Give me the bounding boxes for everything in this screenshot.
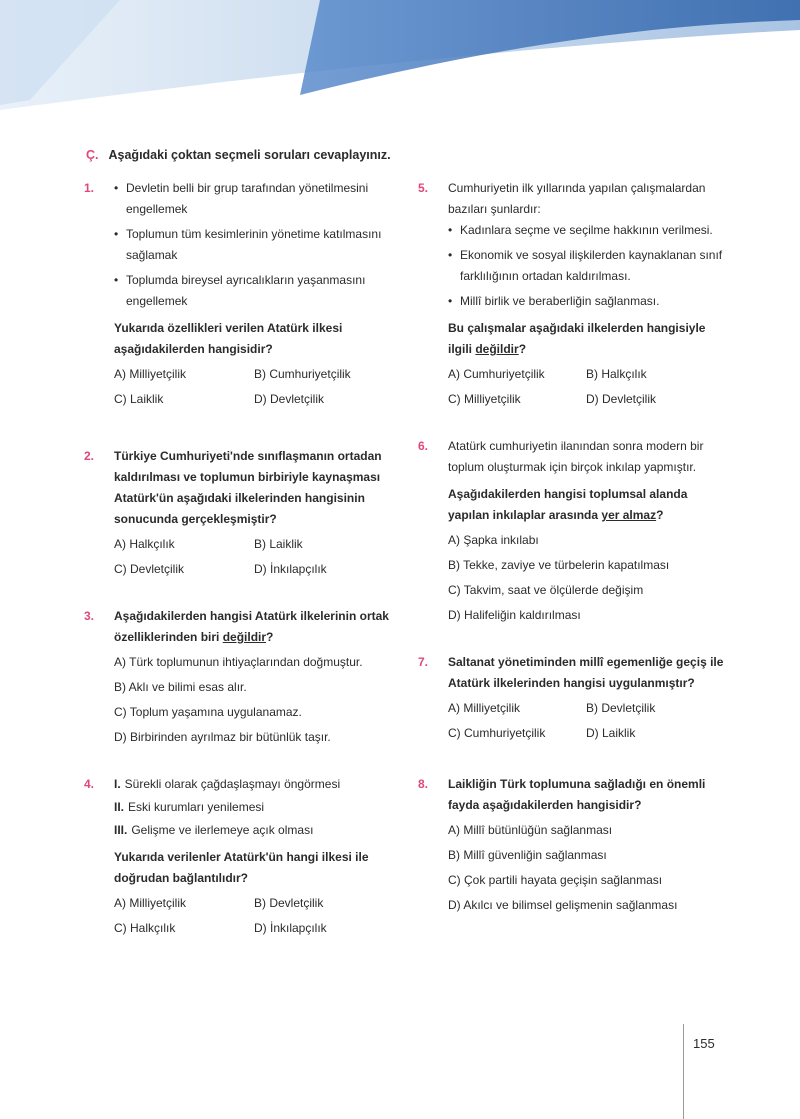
option-d[interactable]: D) Devletçilik [254,392,325,406]
question-number: 2. [84,449,95,463]
question-1 [84,178,389,410]
option-b[interactable]: B) Halkçılık [586,367,647,381]
option-d[interactable]: D) İnkılapçılık [254,921,327,935]
roman-item: II. Eski kurumları yenilemesi [114,800,265,814]
question-stem: Saltanat yönetiminden millî egemenliğe geçiş ile Atatürk ilkelerinden hangisi uygulanmıştır? [448,655,724,690]
option-b[interactable]: B) Devletçilik [586,701,656,715]
option-b[interactable]: B) Tekke, zaviye ve türbelerin kapatılması [448,558,670,572]
options [448,820,728,916]
option-a[interactable]: A) Cumhuriyetçilik [448,367,545,381]
question-stem: Aşağıdakilerden hangisi toplumsal alanda yapılan inkılaplar arasında yer almaz? [448,487,688,522]
options [114,364,389,410]
options [448,530,728,626]
question-stem: Bu çalışmalar aşağıdaki ilkelerden hangisiyle ilgili değildir? [448,321,706,356]
options [448,364,728,410]
options [114,534,389,580]
option-a[interactable]: A) Şapka inkılabı [448,533,539,547]
question-stem: Laikliğin Türk toplumuna sağladığı en önemli fayda aşağıdakilerden hangisidir? [448,777,706,812]
bullet-item: • Kadınlara seçme ve seçilme hakkının verilmesi. [448,220,728,241]
option-d[interactable]: D) Laiklik [586,726,636,740]
emphasis-underline: değildir [475,342,519,356]
option-d[interactable]: D) İnkılapçılık [254,562,327,576]
option-c[interactable]: C) Takvim, saat ve ölçülerde değişim [448,583,644,597]
option-b[interactable]: B) Millî güvenliğin sağlanması [448,848,607,862]
question-number: 6. [418,439,429,453]
question-4 [84,774,389,939]
page-number: 155 [693,1036,715,1051]
option-c[interactable]: C) Laiklik [114,392,164,406]
header-banner [0,0,800,110]
option-c[interactable]: C) Cumhuriyetçilik [448,726,546,740]
question-intro: Cumhuriyetin ilk yıllarında yapılan çalışmalardan bazıları şunlardır: [448,181,706,216]
question-stem: Yukarıda verilenler Atatürk'ün hangi ilkesi ile doğrudan bağlantılıdır? [114,850,369,885]
question-7 [418,652,728,744]
question-intro: Atatürk cumhuriyetin ilanından sonra modern bir toplum oluşturmak için birçok inkılap yapmıştır. [448,439,704,474]
option-a[interactable]: A) Halkçılık [114,537,175,551]
option-c[interactable]: C) Devletçilik [114,562,185,576]
options [114,652,389,748]
option-d[interactable]: D) Birbirinden ayrılmaz bir bütünlük taşır. [114,730,331,744]
option-a[interactable]: A) Milliyetçilik [448,701,520,715]
bullet-item: • Toplumun tüm kesimlerinin yönetime katılmasını sağlamak [114,224,389,266]
option-a[interactable]: A) Milliyetçilik [114,896,186,910]
question-number: 1. [84,181,95,195]
options [448,698,728,744]
right-column [418,178,728,920]
roman-item: III. Gelişme ve ilerlemeye açık olması [114,823,314,837]
options [114,893,389,939]
section-title: Aşağıdaki çoktan seçmeli soruları cevaplayınız. [108,148,391,162]
question-6 [418,436,728,626]
option-d[interactable]: D) Halifeliğin kaldırılması [448,608,581,622]
option-b[interactable]: B) Aklı ve bilimi esas alır. [114,680,247,694]
option-c[interactable]: C) Milliyetçilik [448,392,521,406]
question-5 [418,178,728,410]
question-3 [84,606,389,748]
option-b[interactable]: B) Cumhuriyetçilik [254,367,351,381]
option-a[interactable]: A) Milliyetçilik [114,367,186,381]
question-number: 3. [84,609,95,623]
option-a[interactable]: A) Türk toplumunun ihtiyaçlarından doğmuştur. [114,655,363,669]
question-2 [84,446,389,580]
question-stem: Aşağıdakilerden hangisi Atatürk ilkelerinin ortak özelliklerinden biri değildir? [114,609,389,644]
option-b[interactable]: B) Laiklik [254,537,303,551]
question-number: 8. [418,777,429,791]
question-stem: Yukarıda özellikleri verilen Atatürk ilkesi aşağıdakilerden hangisidir? [114,321,343,356]
emphasis-underline: değildir [222,630,267,644]
bullet-item: • Devletin belli bir grup tarafından yönetilmesini engellemek [114,178,389,220]
bullet-item: • Toplumda bireysel ayrıcalıkların yaşanmasını engellemek [114,270,389,312]
emphasis-underline: yer almaz [601,508,657,522]
option-a[interactable]: A) Millî bütünlüğün sağlanması [448,823,613,837]
question-number: 4. [84,777,95,791]
option-c[interactable]: C) Toplum yaşamına uygulanamaz. [114,705,302,719]
bullet-item: • Ekonomik ve sosyal ilişkilerden kaynaklanan sınıf farklılığının ortadan kaldırılması. [448,245,728,287]
question-number: 5. [418,181,429,195]
roman-item: I. Sürekli olarak çağdaşlaşmayı öngörmesi [114,777,341,791]
option-d[interactable]: D) Devletçilik [586,392,657,406]
question-number: 7. [418,655,429,669]
left-column [84,178,389,939]
option-c[interactable]: C) Çok partili hayata geçişin sağlanması [448,873,663,887]
question-8 [418,774,728,916]
question-stem: Türkiye Cumhuriyeti'nde sınıflaşmanın ortadan kaldırılması ve toplumun birbiriyle kaynaşması Atatürk'ün aşağıdaki ilkelerinden hangisinin sonucunda gerçekleşmiştir? [114,449,382,526]
section-heading [86,148,391,162]
option-d[interactable]: D) Akılcı ve bilimsel gelişmenin sağlanması [448,898,678,912]
option-c[interactable]: C) Halkçılık [114,921,176,935]
bullet-item: • Millî birlik ve beraberliğin sağlanması. [448,291,728,312]
option-b[interactable]: B) Devletçilik [254,896,324,910]
section-letter: Ç. [86,148,99,162]
